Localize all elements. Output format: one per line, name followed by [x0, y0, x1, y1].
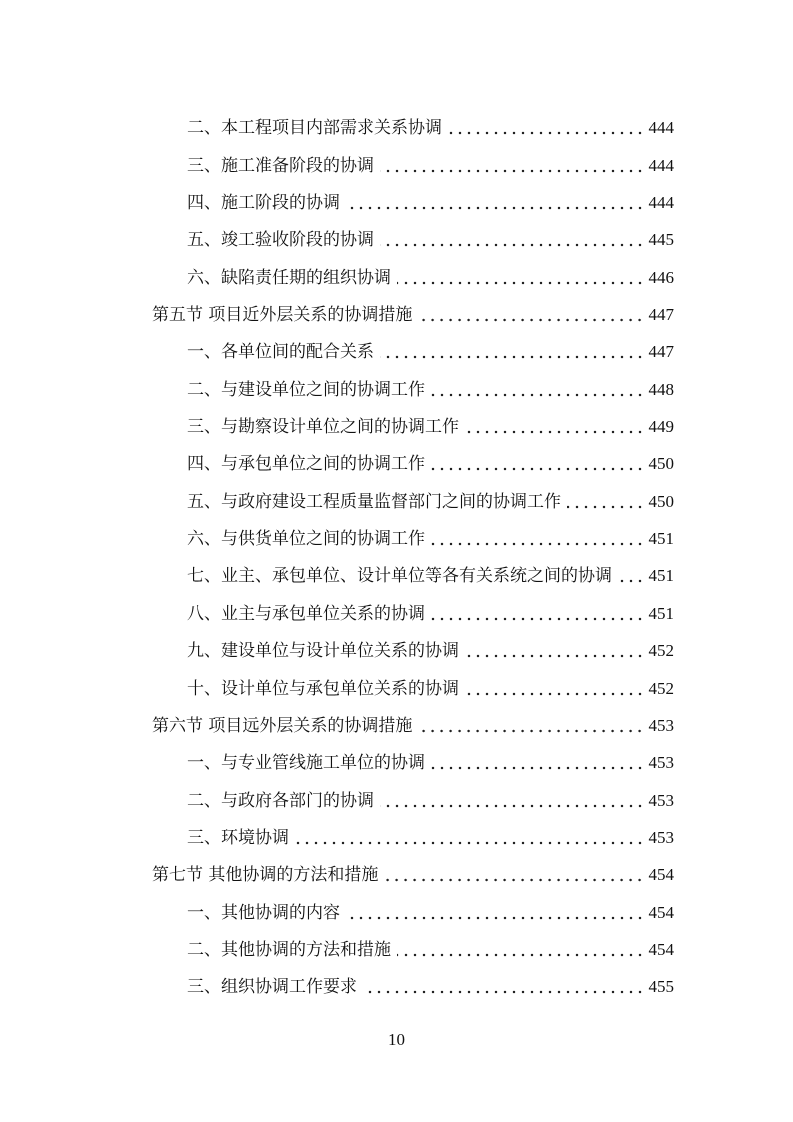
toc-entry-page: 451	[648, 529, 674, 549]
dot-leader	[465, 430, 645, 434]
toc-entry-page: 453	[648, 790, 674, 810]
toc-entry-title: 二、其他协调的方法和措施	[187, 939, 391, 960]
toc-entry-page: 447	[648, 305, 674, 325]
toc-entry[interactable]	[152, 964, 674, 1001]
toc-entry-page: 453	[648, 715, 674, 735]
toc-entry[interactable]	[152, 478, 674, 515]
toc-entry[interactable]	[152, 553, 674, 590]
dot-leader	[567, 505, 645, 509]
dot-leader	[431, 766, 645, 770]
dot-leader	[397, 281, 645, 285]
toc-entry-page: 452	[648, 678, 674, 698]
toc-section-entry[interactable]	[152, 703, 674, 740]
toc-entry-title: 一、其他协调的内容	[187, 902, 340, 923]
dot-leader	[418, 729, 644, 733]
toc-entry-title: 三、环境协调	[187, 827, 289, 848]
toc-entry-page: 451	[648, 566, 674, 586]
toc-entry-title: 第五节 项目近外层关系的协调措施	[152, 305, 413, 326]
dot-leader	[618, 579, 645, 583]
dot-leader	[465, 654, 645, 658]
dot-leader	[431, 617, 645, 621]
toc-entry-page: 453	[648, 753, 674, 773]
toc-entry-title: 一、各单位间的配合关系	[187, 342, 374, 363]
toc-entry-page: 450	[648, 454, 674, 474]
toc-entry-page: 447	[648, 342, 674, 362]
toc-entry[interactable]	[152, 217, 674, 254]
toc-entry[interactable]	[152, 740, 674, 777]
dot-leader	[346, 916, 645, 920]
toc-entry[interactable]	[152, 927, 674, 964]
toc-entry-title: 九、建设单位与设计单位关系的协调	[187, 641, 459, 662]
dot-leader	[431, 467, 645, 471]
toc-entry-page: 454	[648, 902, 674, 922]
toc-entry[interactable]	[152, 329, 674, 366]
toc-entry[interactable]	[152, 516, 674, 553]
toc-entry-page: 448	[648, 379, 674, 399]
page-number: 10	[388, 1030, 405, 1049]
toc-entry[interactable]	[152, 441, 674, 478]
toc-entry-title: 八、业主与承包单位关系的协调	[187, 603, 425, 624]
toc-entry-page: 452	[648, 641, 674, 661]
toc-entry-title: 第六节 项目远外层关系的协调措施	[152, 715, 413, 736]
dot-leader	[380, 169, 645, 173]
dot-leader	[380, 355, 645, 359]
toc-entry[interactable]	[152, 180, 674, 217]
toc-entry-title: 三、与勘察设计单位之间的协调工作	[187, 417, 459, 438]
dot-leader	[380, 804, 645, 808]
toc-entry[interactable]	[152, 404, 674, 441]
toc-entry-page: 444	[648, 193, 674, 213]
toc-entry-title: 三、组织协调工作要求	[187, 977, 357, 998]
dot-leader	[397, 953, 645, 957]
toc-entry-title: 一、与专业管线施工单位的协调	[187, 753, 425, 774]
toc-entry[interactable]	[152, 815, 674, 852]
toc-entry[interactable]	[152, 142, 674, 179]
toc-entry-page: 445	[648, 230, 674, 250]
toc-entry-page: 455	[648, 977, 674, 997]
toc-entry-title: 十、设计单位与承包单位关系的协调	[187, 678, 459, 699]
toc-section-entry[interactable]	[152, 292, 674, 329]
toc-entry-title: 二、本工程项目内部需求关系协调	[187, 118, 442, 139]
toc-entry-title: 第七节 其他协调的方法和措施	[152, 865, 379, 886]
toc-entry-page: 454	[648, 939, 674, 959]
toc-entry-page: 451	[648, 603, 674, 623]
toc-entry-title: 四、与承包单位之间的协调工作	[187, 454, 425, 475]
toc-entry[interactable]	[152, 366, 674, 403]
toc-entry-title: 三、施工准备阶段的协调	[187, 155, 374, 176]
toc-entry-page: 454	[648, 865, 674, 885]
toc-entry-page: 444	[648, 118, 674, 138]
toc-entry[interactable]	[152, 777, 674, 814]
toc-entry[interactable]	[152, 628, 674, 665]
dot-leader	[346, 206, 645, 210]
toc-entry-title: 二、与建设单位之间的协调工作	[187, 379, 425, 400]
toc-entry[interactable]	[152, 590, 674, 627]
toc-entry[interactable]	[152, 889, 674, 926]
table-of-contents	[152, 105, 674, 1001]
toc-entry-title: 六、缺陷责任期的组织协调	[187, 267, 391, 288]
toc-entry-title: 七、业主、承包单位、设计单位等各有关系统之间的协调	[187, 566, 612, 587]
toc-entry[interactable]	[152, 105, 674, 142]
toc-entry-page: 449	[648, 417, 674, 437]
dot-leader	[465, 692, 645, 696]
dot-leader	[380, 243, 645, 247]
dot-leader	[448, 131, 645, 135]
dot-leader	[431, 542, 645, 546]
toc-entry-page: 450	[648, 491, 674, 511]
dot-leader	[295, 841, 645, 845]
toc-entry[interactable]	[152, 254, 674, 291]
toc-entry-page: 446	[648, 267, 674, 287]
toc-entry-title: 六、与供货单位之间的协调工作	[187, 529, 425, 550]
toc-entry[interactable]	[152, 665, 674, 702]
toc-entry-title: 五、竣工验收阶段的协调	[187, 230, 374, 251]
dot-leader	[363, 990, 645, 994]
dot-leader	[431, 393, 645, 397]
toc-entry-title: 四、施工阶段的协调	[187, 193, 340, 214]
toc-entry-page: 453	[648, 827, 674, 847]
toc-section-entry[interactable]	[152, 852, 674, 889]
toc-entry-title: 五、与政府建设工程质量监督部门之间的协调工作	[187, 491, 561, 512]
dot-leader	[418, 318, 644, 322]
dot-leader	[384, 878, 644, 882]
toc-entry-page: 444	[648, 155, 674, 175]
toc-entry-title: 二、与政府各部门的协调	[187, 790, 374, 811]
